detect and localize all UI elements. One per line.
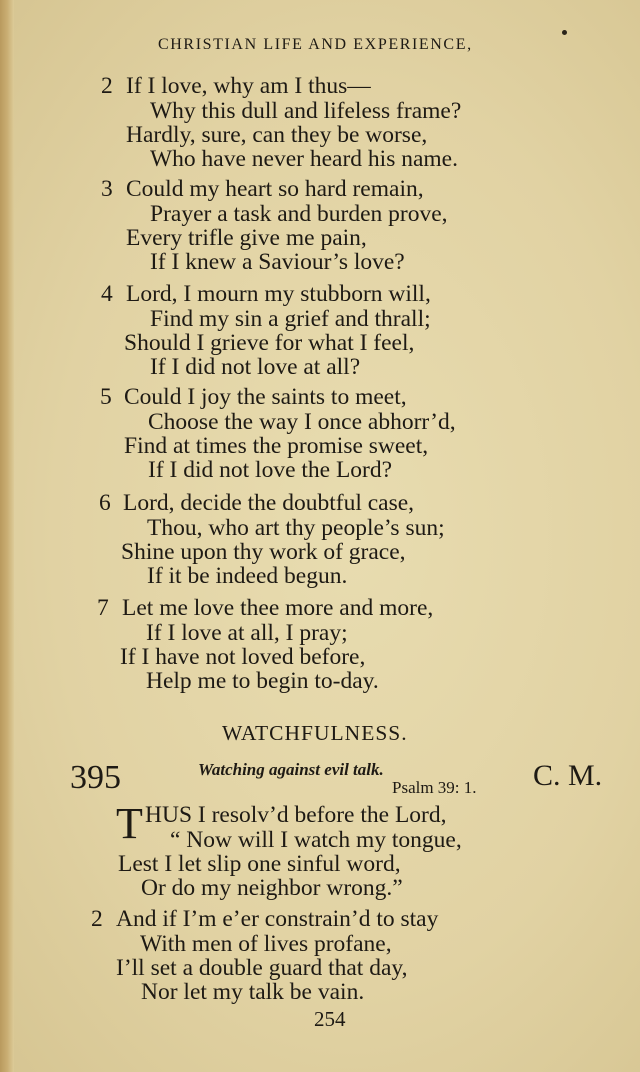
verse-line: Or do my neighbor wrong.” (141, 875, 403, 901)
verse-line: Could my heart so hard remain, (126, 176, 424, 202)
verse-line: Every trifle give me pain, (126, 225, 367, 251)
stanza-number: 4 (101, 281, 113, 307)
verse-line: Lest I let slip one sinful word, (118, 851, 401, 877)
verse-line: Thou, who art thy people’s sun; (147, 515, 445, 541)
verse-line: If I love, why am I thus— (126, 73, 371, 99)
section-title: WATCHFULNESS. (222, 721, 408, 745)
verse-line: If I knew a Saviour’s love? (150, 249, 405, 275)
verse-line: Let me love thee more and more, (122, 595, 434, 621)
scripture-reference: Psalm 39: 1. (392, 778, 477, 797)
verse-line: “ Now will I watch my tongue, (170, 827, 462, 853)
stanza-number: 2 (91, 906, 103, 932)
verse-line: If I did not love at all? (150, 354, 361, 380)
stanza-number: 3 (101, 176, 113, 202)
verse-line: Help me to begin to-day. (146, 668, 379, 694)
verse-line: Hardly, sure, can they be worse, (126, 122, 428, 148)
stanza-number: 6 (99, 490, 111, 516)
verse-line: Nor let my talk be vain. (141, 979, 365, 1005)
verse-line: If I love at all, I pray; (146, 620, 348, 646)
stanza-number: 5 (100, 384, 112, 410)
verse-line: Who have never heard his name. (150, 146, 458, 172)
verse-line: If it be indeed begun. (147, 563, 348, 589)
verse-line: If I did not love the Lord? (148, 457, 393, 483)
hymn-number: 395 (70, 759, 121, 796)
verse-line: Choose the way I once abhorr’d, (148, 409, 456, 435)
verse-line: Lord, decide the doubtful case, (123, 490, 415, 516)
verse-line: Shine upon thy work of grace, (121, 539, 406, 565)
stanza-number: 2 (101, 73, 113, 99)
verse-line: I’ll set a double guard that day, (116, 955, 408, 981)
verse-line: HUS I resolv’d before the Lord, (145, 802, 447, 828)
verse-line: Prayer a task and burden prove, (150, 201, 448, 227)
verse-line: Could I joy the saints to meet, (124, 384, 407, 410)
verse-line: With men of lives profane, (140, 931, 392, 957)
verse-line: Find at times the promise sweet, (124, 433, 429, 459)
verse-line: Why this dull and lifeless frame? (150, 98, 462, 124)
verse-line: And if I’m e’er constrain’d to stay (116, 906, 439, 932)
verse-line: Lord, I mourn my stubborn will, (126, 281, 431, 307)
stanza-number: 7 (97, 595, 109, 621)
page-number: 254 (314, 1007, 346, 1031)
book-spine-shadow (0, 0, 14, 1072)
hymn-subtitle: Watching against evil talk. (198, 760, 384, 779)
hymn-meter: C. M. (533, 759, 603, 792)
verse-line: If I have not loved before, (120, 644, 366, 670)
verse-line: Find my sin a grief and thrall; (150, 306, 431, 332)
running-header: CHRISTIAN LIFE AND EXPERIENCE, (158, 36, 473, 53)
verse-line: Should I grieve for what I feel, (124, 330, 415, 356)
ink-speck (562, 30, 567, 35)
drop-cap: T (116, 799, 143, 848)
